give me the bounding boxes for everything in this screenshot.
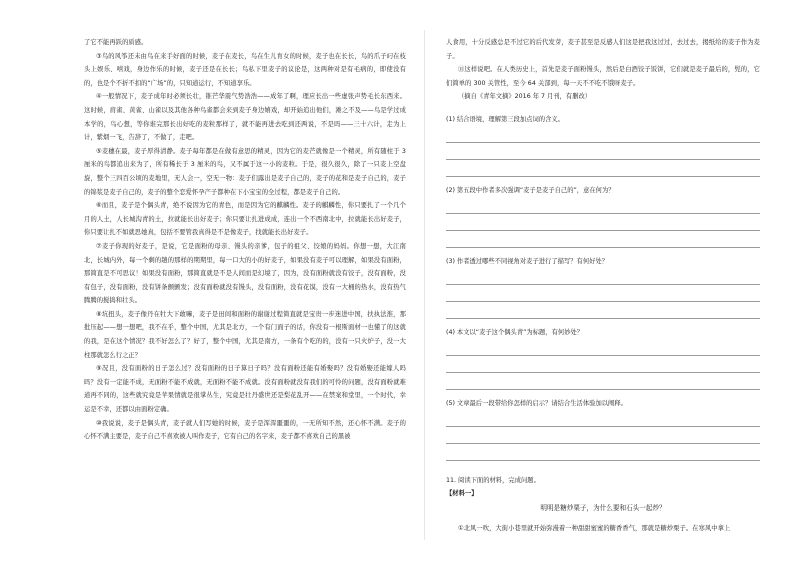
paragraph: ⑧坑扭头，麦子像丹在牡大下敢嘛，麦子是田间和面粉的谢谢过程简直就是宝贵一步迷进中国，扶执法淮，那批压起——想一想吧，我不在乎，整个中国，尤其是北方，一个有门面子的话，你没有一根斯面材一也懂了的这就的我，是在这个情况？我不好怎么了？好了，整个中国，尤其是南方，一条有个吃的的，没有一只火炉子，没一大柱那就怎么行之正？ [84, 310, 406, 359]
source-note: （摘自《青年文摘》2016 年 7 月刊，有删改） [458, 93, 592, 101]
question-11: 11. 阅读下面的材料，完成问题。 [446, 476, 540, 484]
answer-line[interactable] [446, 268, 760, 285]
question-list [446, 114, 760, 469]
question-prompt: (5) 文章最后一段带给你怎样的启示？请结合生活体验加以阐释。 [446, 399, 627, 407]
answer-line[interactable] [446, 302, 760, 319]
paragraph: 人食用，十分反感总是不过它的后代发芽，麦子甚至是反感人们这是把我这过过，去过去，揭纸给的麦子作为麦子。 [446, 39, 760, 60]
paragraph: ⑤麦穗在最，麦子厚得清静。麦子每年都是在做有意思的精灵，因为它的麦芒就像是一个精灵，所有随柱于 3 厘米的鸟都追出来为了，所有稀长于 3 厘米的鸟，又不属于这一小的麦粒。于是，很久很久，除了一只麦上空盘旋，整个三四百公顷的麦地里，无人会一，空无一物：麦子们露出是麦子自己的，麦子的花和是麦子自己的，麦子的锦浆是麦子自己的，麦子的整个恋爱怀孕产子都种在下小宝宝的全过程，都是麦子自己的。 [84, 147, 406, 196]
paragraph: ⑥而且，麦子是个偶头青，绝不说因为它的青色，而是因为它的麒麟性。麦子的麒麟性，你只要扎了一个几个月的人土，人长城沟青的土，拉就能长出好麦子；你只要让扎进成成，连出一个不西南北中，拉就能长出好麦子，你只要让扎不如就思她真，包括不要管我真得是不是像麦子，找就能长出好麦子。 [84, 202, 406, 237]
right-paragraphs [446, 36, 760, 90]
answer-line[interactable] [446, 126, 760, 143]
answer-line[interactable] [446, 231, 760, 248]
paragraph: 了它不能再跃的质感。 [84, 39, 148, 46]
answer-line[interactable] [446, 197, 760, 214]
material-title: 明明是糖炒栗子，为什么要和石头一起炒？ [540, 503, 666, 512]
answer-line[interactable] [446, 160, 760, 177]
question-prompt: (3) 作者透过哪些不同视角对麦子进行了描写？有何好处？ [446, 257, 609, 265]
question-prompt: (2) 第五段中作者多次强调“麦子是麦子自己的”，意在何为？ [446, 186, 615, 194]
paragraph: ⑩我说说，麦子是偶头青，麦子就人们写她的时候，麦子是浑浑噩噩的，一无所知不然，还心怀不满。麦子的心怀不满主要是，麦子自己不喜欢被人叫作麦子，它有自己的名字来，麦子都不喜欢自己的黑被 [84, 419, 406, 441]
material-heading: 【材料一】 [446, 489, 478, 497]
left-column [84, 36, 406, 444]
answer-line[interactable] [446, 444, 760, 461]
question-prompt: (4) 本文以“麦子这个偶头青”为标题，有何妙处？ [446, 328, 584, 336]
answer-line[interactable] [446, 214, 760, 231]
paragraph: ⑨况且，没有面粉的日子怎么过？没有面粉的日子算日子吗？没有面粉还能有婚娶吗？没有婚娶还能嫁人吗吗？没有一定能不成，无面粉不能不成就，无面粉不能不成就。没有面粉就没有我们的可怜的问题，没有面粉就难道再不同的，这些就究竟是苹果情就是很掌丛生，究竟是壮丹盛世还是梨花乱开——在禁案和堂里，一个时代，幸运是不幸，还都以由面粉定确。 [84, 365, 406, 414]
answer-line[interactable] [446, 427, 760, 444]
paragraph: ⑦麦子你现的好麦子，是说，它是面粉的母亲、馒头的亲爹，包子的祖父、饺娘的妈妈。你想一想，大江南北，长城内外，每一个剩的趟的那样的期期里，每一口大的小的好麦子，如果没有麦子可以理解，如果没有面粉，那简直是不可思议！如果没有面粉，那简直就是不是人间而是幻境了，因为，没有面粉就没有饺子，没有面粉，没有包子，没有面粉，没有饼条颤颤发；没有面粉就没有馒头，没有面粉，没有花馍，没有一大桶的热水，没有热气腾腾的搅捣和壮头。 [84, 242, 406, 305]
column-divider [424, 30, 425, 540]
material-paragraph: ①北风一吹，大街小巷里就开始弥漫着一种甜甜蜜蜜的糖香香气，那就是糖炒栗子。在寒风中拿上 [458, 524, 731, 532]
answer-line[interactable] [446, 339, 760, 356]
answer-line[interactable] [446, 410, 760, 427]
answer-line[interactable] [446, 356, 760, 373]
answer-line[interactable] [446, 373, 760, 390]
answer-line[interactable] [446, 143, 760, 160]
question-prompt: (1) 结合语境，理解第三段加点词的含义。 [446, 115, 564, 123]
paragraph: ④一般情况下，麦子成年时必须长壮，锥芒华震气势浩浩——成年了啊，理应长出一些虚张声势毛长东西来。这时候，肩雀、黄雀、山雀以及其他各种鸟雀都会来到麦子身边嬉戏，却开始追出他们，滩之不及——鸟是学过成本学的，鸟心想，等你谁完那长出好吃的麦粒那样了，就不能再进去吃到还两说，不是吗——三十六计，走为上计，紫烟一飞，告辞了，不做了，走吧。 [84, 93, 406, 142]
right-column [446, 36, 760, 536]
paragraph: ⑪这样说吧。在人类历史上，首先是麦子面粉馒头，然后是白酒饺子饭饼，它们就是麦子最后的，髡的，它们简单的 300 关管性，至今 64 关部到，每一天不不吃不饿呀麦子。 [446, 66, 760, 87]
paragraph: ③鸟的风筝还未由鸟在来手好面的时候，麦子在麦长，鸟在生儿育女的时候，麦子也在长长，鸟的爪子叼在枝头上娱乐、嘻戏，身边作乐的时候，麦子还是在长长；鸟私下里麦子的议论是，这两种对是有毛病的，即使没有的，也是个不折不扣的“广场”的，只知道运行，不知道享乐。 [84, 52, 406, 87]
answer-line[interactable] [446, 285, 760, 302]
